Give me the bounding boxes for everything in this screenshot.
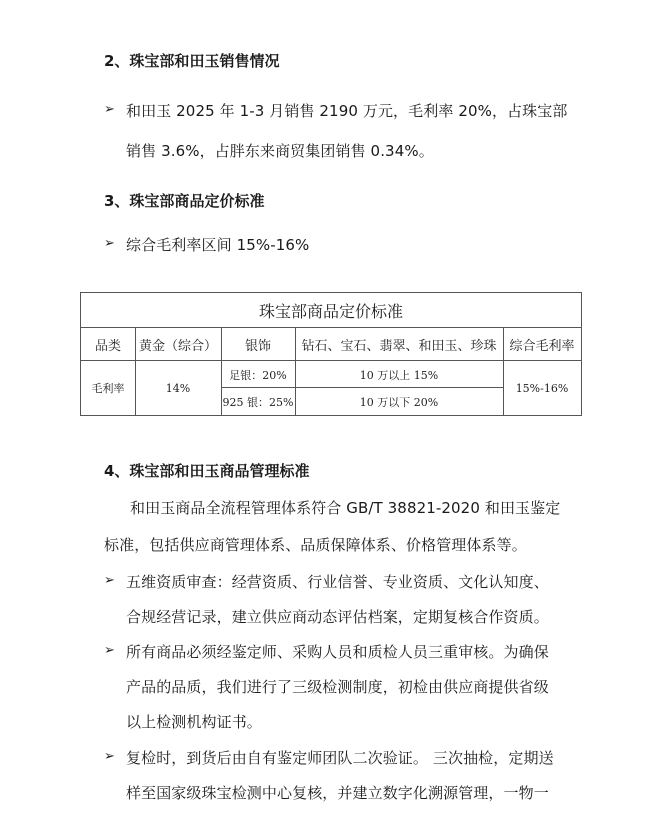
table-header-silver: 银饰	[244, 338, 271, 354]
table-gem-value-1: 10 万以上 15%	[359, 368, 439, 382]
table-title: 珠宝部商品定价标准	[258, 301, 403, 321]
section-4-paragraph-line-2: 标准，包括供应商管理体系、品质保障体系、价格管理体系等。	[104, 536, 527, 554]
section-4-bullet-3-line-2: 样至国家级珠宝检测中心复核，并建立数字化溯源管理，一物一	[126, 784, 549, 802]
section-4-bullet-2-line-2: 产品的品质，我们进行了三级检测制度，初检由供应商提供省级	[126, 678, 549, 696]
section-4-bullet-3-line-1: 复检时，到货后由自有鉴定师团队二次验证。 三次抽检，定期送	[126, 749, 554, 767]
section-4-paragraph-line-1: 和田玉商品全流程管理体系符合 GB/T 38821-2020 和田玉鉴定	[130, 499, 561, 517]
section-3-heading: 3、珠宝部商品定价标准	[104, 192, 265, 210]
section-4-bullet-1-line-1: 五维资质审查：经营资质、行业信誉、专业资质、文化认知度、	[126, 573, 549, 591]
table-gem-value-2: 10 万以下 20%	[359, 395, 439, 409]
bullet-arrow-icon: ➢	[104, 102, 115, 117]
bullet-arrow-icon: ➢	[104, 573, 115, 588]
section-4-bullet-2-line-1: 所有商品必须经鉴定师、采购人员和质检人员三重审核。为确保	[126, 643, 549, 661]
section-2-bullet-line-1: 和田玉 2025 年 1-3 月销售 2190 万元，毛利率 20%，占珠宝部	[126, 102, 568, 120]
table-gold-value: 14%	[165, 381, 191, 395]
bullet-arrow-icon: ➢	[104, 236, 115, 251]
section-2-bullet-line-2: 销售 3.6%，占胖东来商贸集团销售 0.34%。	[126, 142, 434, 160]
table-header-gems: 钻石、宝石、翡翠、和田玉、珍珠	[301, 338, 497, 354]
table-silver-value-2: 925 银：25%	[222, 395, 294, 409]
table-row-label: 毛利率	[91, 382, 125, 395]
section-2-heading: 2、珠宝部和田玉销售情况	[104, 52, 280, 70]
section-3-bullet-line-1: 综合毛利率区间 15%-16%	[126, 236, 310, 254]
pricing-standard-table	[80, 292, 582, 416]
table-header-category: 品类	[94, 338, 121, 354]
section-4-bullet-2-line-3: 以上检测机构证书。	[126, 713, 262, 731]
table-header-overall-margin: 综合毛利率	[509, 338, 575, 354]
table-header-gold: 黄金（综合）	[138, 338, 217, 354]
table-overall-value: 15%-16%	[515, 381, 569, 395]
bullet-arrow-icon: ➢	[104, 749, 115, 764]
bullet-arrow-icon: ➢	[104, 643, 115, 658]
section-4-heading: 4、珠宝部和田玉商品管理标准	[104, 462, 310, 480]
section-4-bullet-1-line-2: 合规经营记录，建立供应商动态评估档案，定期复核合作资质。	[126, 608, 549, 626]
table-silver-value-1: 足银：20%	[229, 368, 287, 382]
